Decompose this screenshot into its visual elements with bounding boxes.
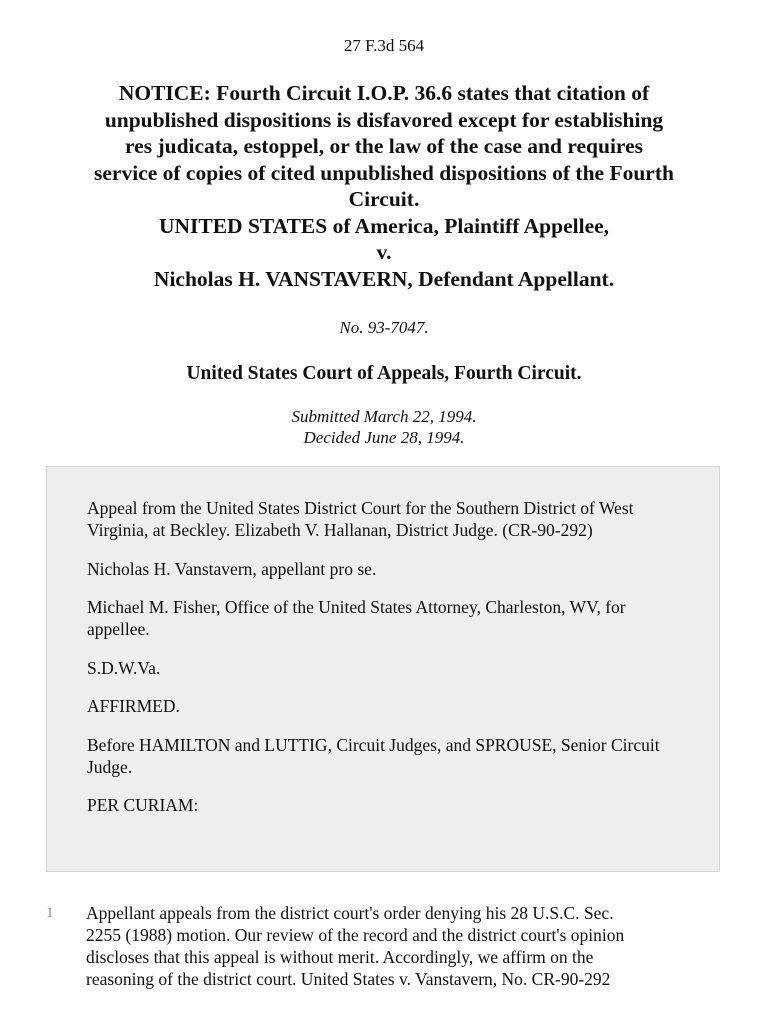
- paragraph-line: reasoning of the district court. United States v. Vanstavern, No. CR-90-292: [86, 969, 611, 989]
- decided-date: Decided June 28, 1994.: [303, 428, 465, 447]
- paragraph-line: discloses that this appeal is without merit. Accordingly, we affirm on the: [86, 947, 594, 967]
- appellant-counsel-text: Nicholas H. Vanstavern, appellant pro se.: [87, 558, 377, 579]
- court-name: United States Court of Appeals, Fourth Circuit.: [186, 363, 582, 384]
- paragraph-text: [86, 902, 726, 990]
- panel-text: Before HAMILTON and LUTTIG, Circuit Judges, and SPROUSE, Senior Circuit Judge.: [87, 734, 660, 777]
- caption-versus: v.: [376, 240, 392, 264]
- appeal-from-text: Appeal from the United States District Court for the Southern District of West Virginia, at Beckley. Elizabeth V. Hallanan, District Judge. (CR-90-292): [87, 498, 634, 540]
- case-summary-box: [46, 466, 720, 872]
- notice-line: Circuit.: [348, 187, 420, 211]
- disposition-text: AFFIRMED.: [87, 696, 180, 716]
- appellee-counsel-text: Michael M. Fisher, Office of the United States Attorney, Charleston, WV, for appellee.: [87, 597, 626, 639]
- paragraph-line: Appellant appeals from the district court's order denying his 28 U.S.C. Sec.: [86, 903, 614, 923]
- lower-court-abbrev: S.D.W.Va.: [87, 657, 161, 678]
- case-heading: [40, 80, 728, 292]
- case-dates: [0, 406, 768, 448]
- caption-defendant: Nicholas H. VANSTAVERN, Defendant Appellant.: [153, 266, 615, 291]
- case-citation: 27 F.3d 564: [343, 36, 425, 55]
- paragraph-line: 2255 (1988) motion. Our review of the record and the district court's opinion: [86, 925, 625, 945]
- notice-line: res judicata, estoppel, or the law of the case and requires: [125, 134, 643, 158]
- notice-line: NOTICE: Fourth Circuit I.O.P. 36.6 states that citation of: [118, 81, 650, 105]
- notice-line: unpublished dispositions is disfavored except for establishing: [104, 107, 664, 132]
- paragraph-number: 1: [46, 905, 54, 921]
- submitted-date: Submitted March 22, 1994.: [291, 407, 477, 426]
- notice-line: service of copies of cited unpublished dispositions of the Fourth: [94, 160, 674, 185]
- caption-plaintiff: UNITED STATES of America, Plaintiff Appellee,: [158, 213, 610, 238]
- docket-number: No. 93-7047.: [339, 318, 429, 337]
- per-curiam-label: PER CURIAM:: [87, 795, 199, 815]
